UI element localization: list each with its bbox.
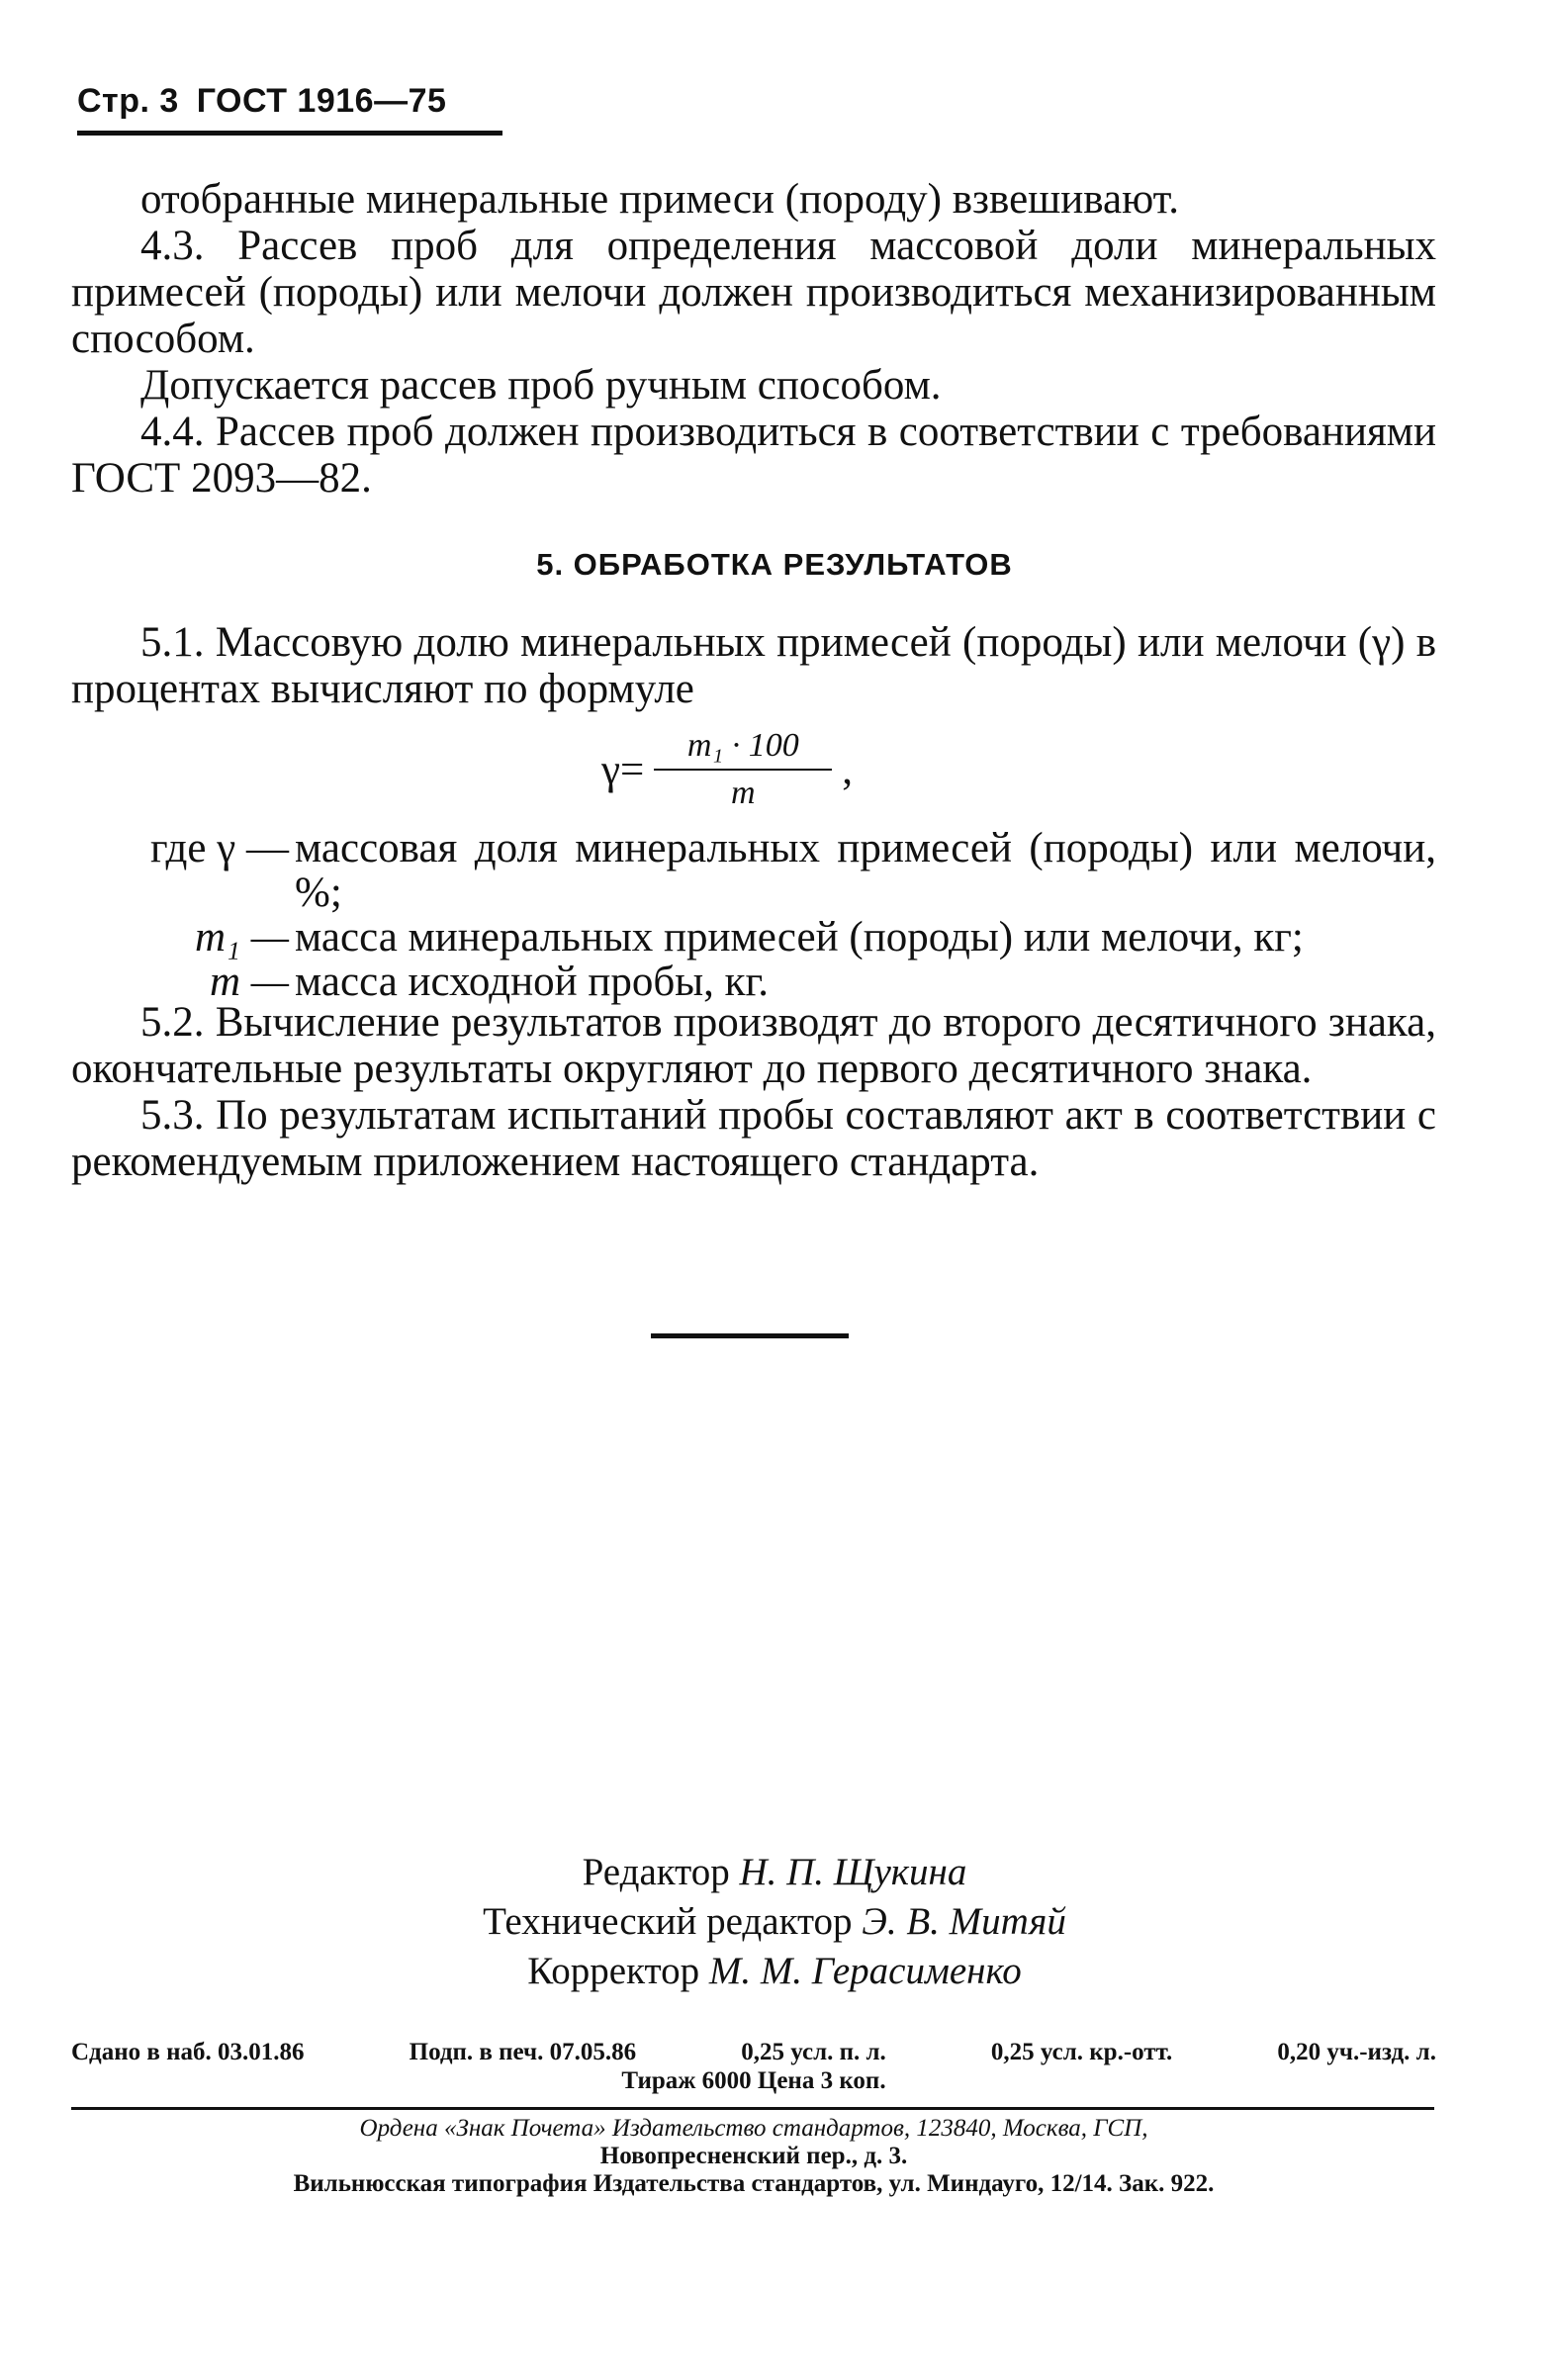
definition-symbol: m₁ — <box>195 914 289 961</box>
credits <box>0 1848 1549 1996</box>
printer-line: Вильнюсская типография Издательства стандартов, ул. Миндауго, 12/14. Зак. 922. <box>293 2170 1215 2197</box>
corrector-role: Корректор <box>527 1950 700 1992</box>
definitions <box>71 826 1436 1004</box>
definition-row <box>71 960 1436 1004</box>
corrector-line <box>0 1947 1549 1996</box>
imprint-sheets: 0,25 усл. п. л. <box>741 2039 886 2065</box>
section-title: 5. ОБРАБОТКА РЕЗУЛЬТАТОВ <box>536 547 1013 582</box>
definition-row <box>71 915 1436 960</box>
definition-symbol: где γ — <box>150 825 289 871</box>
formula-fraction <box>654 727 832 812</box>
imprint-run: Тираж 6000 Цена 3 коп. <box>621 2067 886 2094</box>
formula-lhs: γ= <box>601 746 645 793</box>
formula-denominator: m <box>730 775 756 811</box>
definition-text: масса минеральных примесей (породы) или мелочи, кг; <box>295 914 1304 961</box>
imprint-submitted: Сдано в наб. 03.01.86 <box>71 2039 305 2065</box>
publisher-line: Ордена «Знак Почета» Издательство стандартов, 123840, Москва, ГСП, <box>359 2115 1148 2142</box>
end-rule <box>651 1333 849 1338</box>
paragraph-4-4: 4.4. Рассев проб должен производиться в соответствии с требованиями ГОСТ 2093—82. <box>71 409 1436 502</box>
section-5-2-5-3 <box>71 999 1436 1185</box>
tech-editor-role: Технический редактор <box>483 1900 853 1943</box>
formula-comma: , <box>842 746 854 793</box>
editor-role: Редактор <box>582 1851 730 1893</box>
definition-symbol: m — <box>209 959 289 1005</box>
imprint-sheets: 0,25 усл. кр.-отт. <box>990 2039 1173 2065</box>
corrector-name: М. М. Герасименко <box>708 1950 1022 1992</box>
page-number: Стр. 3 <box>77 82 179 120</box>
standard-number: ГОСТ 1916—75 <box>196 82 447 120</box>
publisher-line: Новопресненский пер., д. 3. <box>599 2143 908 2169</box>
page-header <box>77 71 502 136</box>
definition-text: масса исходной пробы, кг. <box>295 959 770 1005</box>
paragraph: отобранные минеральные примеси (породу) взвешивают. <box>140 176 1179 223</box>
paragraph-5-3: 5.3. По результатам испытаний пробы составляют акт в соответствии с рекомендуемым приложением настоящего стандарта. <box>71 1092 1436 1185</box>
paragraph-5-2: 5.2. Вычисление результатов производят до второго десятичного знака, окончательные результаты округляют до первого десятичного знака. <box>71 999 1436 1092</box>
fraction-bar <box>654 769 832 771</box>
section-5-1 <box>71 619 1436 712</box>
editor-name: Н. П. Щукина <box>739 1851 967 1893</box>
formula <box>601 727 853 812</box>
formula-numerator: m₁ · 100 <box>686 727 799 764</box>
imprint-sheets: 0,20 уч.-изд. л. <box>1277 2039 1436 2065</box>
editor-line <box>0 1848 1549 1897</box>
paragraph: Допускается рассев проб ручным способом. <box>140 362 942 409</box>
tech-editor-line <box>0 1897 1549 1947</box>
publisher-block <box>71 2115 1436 2198</box>
imprint-signed: Подп. в печ. 07.05.86 <box>409 2039 637 2065</box>
imprint <box>71 2038 1436 2095</box>
definition-text: массовая доля минеральных примесей (породы) или мелочи, %; <box>295 825 1436 916</box>
section-4-tail <box>71 176 1436 502</box>
definition-row <box>71 826 1436 915</box>
imprint-line <box>71 2038 1436 2066</box>
paragraph-4-3: 4.3. Рассев проб для определения массовой доли минеральных примесей (породы) или мелочи должен производиться механизированным способом. <box>71 223 1436 362</box>
paragraph-5-1: 5.1. Массовую долю минеральных примесей (породы) или мелочи (γ) в процентах вычисляют по формуле <box>71 619 1436 712</box>
imprint-rule <box>71 2107 1434 2110</box>
tech-editor-name: Э. В. Митяй <box>862 1900 1066 1943</box>
